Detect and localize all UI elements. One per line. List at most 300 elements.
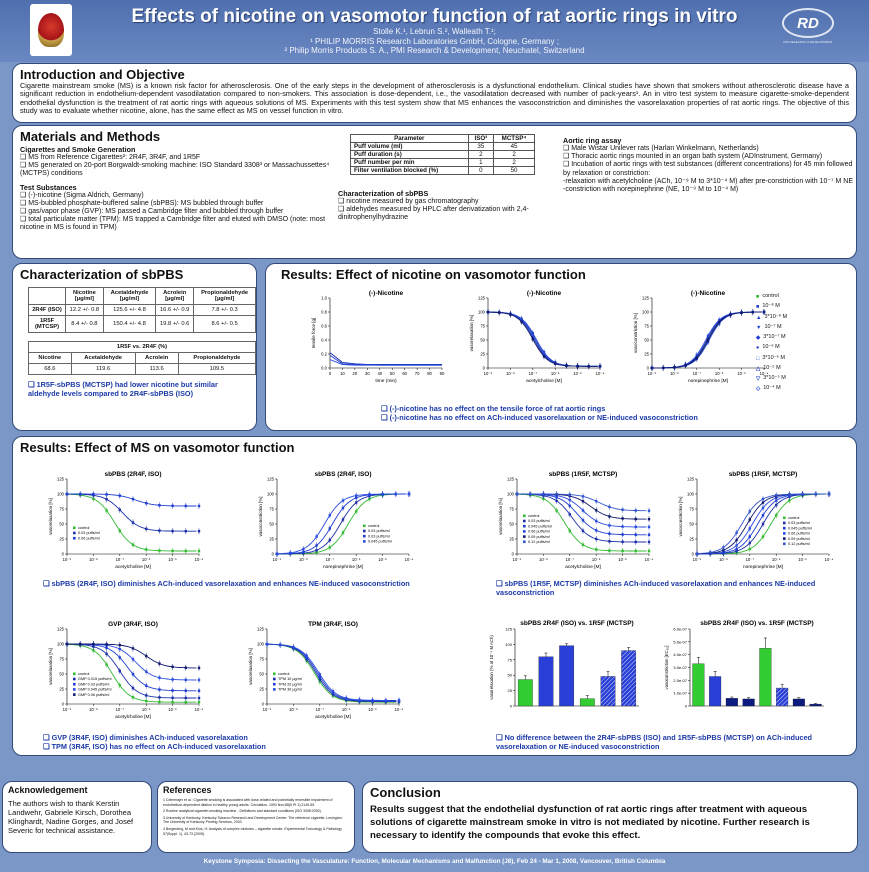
intro-text: Cigarette mainstream smoke (MS) is a known risk factor for atherosclerosis. One of the early steps in the development of atherosclerosis is a dysfunctional endothelium. Clinical studies have shown that smokers without atherosclerotic disease have a significant reduction in endothelium-dependent vasodilatation compared to non-smokers. This association is dose-dependent, i.e., the vasodilatation decreased with number of pack-years¹. An in vitro test system to measure cigarette-smoke-dependent endothelial dysfunction is the treatment of rat aortic rings with aqueous solutions of MS. Experiments with this test system show that MS enhances the vasoconstriction and diminishes the vasorelaxation properties of rat aortic rings. The objective of this study was to evaluate whether nicotine, alone, has the same effect as MS on vessel function in vitro. [20,81,849,116]
y-axis-label: tensile force [g] [311,317,316,349]
methods-section [12,125,857,259]
x-axis-label: time (min) [375,379,397,384]
legend-label: 0.12 puffs/ml [788,542,810,546]
data-point [79,643,81,645]
rd-logo-subtitle: PMI RESEARCH & DEVELOPMENT [783,40,833,44]
x-tick-label: 10⁻⁴ [194,707,204,712]
data-point [198,667,200,669]
legend-marker [273,683,276,686]
x-tick-label: 10⁻⁵ [168,557,177,562]
ms-bullet: ❑ GVP (3R4F, ISO) diminishes ACh-induced vasorelaxation [43,733,248,742]
data-point [398,699,400,701]
y-axis-label: vasorelaxation [%] [469,314,474,352]
legend-label: 10⁻⁶ M [762,344,780,351]
curve-0-03-puffs-ml [277,494,406,554]
data-point [608,524,610,526]
legend-label: 0.06 puffs/ml [788,531,810,536]
x-tick-label: 10⁻⁷ [115,707,124,712]
x-tick-label: 10⁻⁴ [394,707,404,712]
data-point [775,504,777,506]
table-header: Nicotine [µg/ml] [66,288,104,305]
data-point [555,493,557,495]
data-point [158,688,160,690]
data-point [801,493,803,495]
ack-text: The authors wish to thank Kerstin Landwehr, Gabriele Kirsch, Dorothea Klinghardt, Nadine Gorges, and Josef Severic for technical assistance. [8,799,134,835]
data-point [368,493,370,495]
data-point [145,502,147,504]
nicotine-bullet: ❑ (-)-nicotine has no effect on the tensile force of rat aortic rings [381,404,606,413]
data-point [554,363,556,365]
data-point [565,365,567,367]
x-tick-label: 10⁻⁴ [644,557,654,562]
data-point [595,509,597,511]
y-tick-label: 0 [261,701,264,707]
x-tick-label: 30 [364,371,370,376]
nicotine-results-section [265,263,857,431]
curve-series [488,312,598,366]
data-point [132,498,134,500]
legend-label: 10⁻⁵ M [763,364,781,371]
data-point [185,550,187,552]
data-point [171,530,173,532]
y-tick-label: 100 [57,641,64,647]
legend-marker: ◇ [756,386,761,393]
legend-label: control [78,526,90,530]
data-point [185,701,187,703]
data-point [158,504,160,506]
curve-control [277,494,406,554]
legend-marker [273,688,276,691]
x-tick-label: 10⁻⁶ [141,707,151,712]
tension-line [330,353,442,365]
x-tick-label: 10⁻⁶ [771,557,781,562]
data-point [608,506,610,508]
y-tick-label: 50 [507,672,512,678]
data-point [608,515,610,517]
chart-title: sbPBS (2R4F, ISO) [314,471,372,478]
y-tick-label: 75 [59,656,64,662]
data-point [582,519,584,521]
bar [793,699,805,706]
table-cell: 16.6 +/- 0.9 [156,305,194,316]
test-item: ❑ total particulate matter (TPM): MS trapped a Cambridge filter and eluted with DMSO (note: most nicotine in MS is found in TPM) [20,216,326,232]
ms-bullets-ef [43,734,266,751]
legend-marker [73,527,76,530]
curve-0-045-puffs-ml [277,494,406,554]
legend-marker [783,543,786,546]
legend-marker [783,527,786,530]
legend-label: 0.12 puffs/ml [528,540,550,544]
legend-label: 10⁻⁴ M [763,385,781,392]
x-tick-label: 50 [389,371,395,376]
legend-label: control [278,672,290,676]
y-tick-label: 50 [259,671,264,677]
data-point [569,505,571,507]
table-cell: 45 [494,143,535,151]
test-item: ❑ (-)-nicotine (Sigma Aldrich, Germany) [20,191,144,199]
data-point [198,690,200,692]
x-tick-label: 10⁻⁹ [647,371,657,376]
y-tick-label: 125 [505,626,512,632]
data-point [105,509,107,511]
data-point [185,697,187,699]
legend-marker: ● [756,345,760,352]
legend-marker [783,537,786,540]
smoke-heading: Cigarettes and Smoke Generation [20,145,136,154]
data-point [171,505,173,507]
data-point [621,517,623,519]
tension-line [330,355,442,365]
legend-label: control [762,293,779,299]
y-tick-label: 100 [687,491,694,497]
assay-item: ❑ Thoracic aortic rings mounted in an organ bath system (ADInstrument, Germany) [563,153,823,161]
data-point [749,527,751,529]
y-tick-label: 2.0e-07 [673,677,687,683]
legend-marker [783,517,786,520]
bar [760,648,772,706]
table-header: Acetaldehyde [71,353,135,364]
data-point [158,696,160,698]
y-tick-label: 100 [57,491,64,497]
data-point [582,495,584,497]
puff-parameter-table [350,134,535,175]
data-point [569,493,571,495]
chart-title: (-)-Nicotine [368,290,404,297]
y-tick-label: 125 [642,295,649,301]
methods-left-column [20,145,335,233]
methods-heading: Materials and Methods [20,129,161,144]
y-tick-label: 100 [505,641,512,647]
table-header: Acrolein [µg/ml] [156,288,194,305]
sbpbs-1r5f-ne-chart [673,467,833,572]
legend-label: 3*10⁻⁵ M [763,375,786,382]
table-cell: 119.6 [71,364,135,375]
data-point [105,663,107,665]
data-point [276,553,278,555]
poster-header [0,0,869,62]
legend-label: 0.06 puffs/ml [78,536,100,541]
y-tick-label: 100 [257,641,264,647]
curve-series [488,312,598,366]
data-point [635,541,637,543]
rd-logo-mark: RD [782,8,834,38]
x-tick-label: 10⁻⁹ [483,371,493,376]
y-tick-label: 0 [646,365,649,371]
data-point [119,670,121,672]
data-point [332,690,334,692]
legend-marker: ▲ [756,314,762,321]
y-axis-label: vasoconstriction [%] [678,496,683,537]
data-point [319,673,321,675]
bar [776,688,788,706]
data-point [119,530,121,532]
table-cell: 19.8 +/- 0.6 [156,316,194,333]
x-tick-label: 10⁻⁵ [618,557,627,562]
bar [693,664,705,706]
legend-marker [523,515,526,518]
table-row [351,167,535,175]
curve-control [67,494,196,551]
data-point [342,507,344,509]
y-tick-label: 100 [507,491,514,497]
smoke-item: ❑ MS generated on 20-port Borgwaldt-smoking machine: ISO Standard 3308³ or Massachussettes⁴ (MCTPS) conditions [20,162,330,178]
chart-title: (-)-Nicotine [690,290,726,297]
legend-marker [523,530,526,533]
data-point [302,548,304,550]
data-point [119,495,121,497]
data-point [555,509,557,511]
legend-marker [523,520,526,523]
sbpbs-table [28,287,256,333]
x-tick-label: 0 [328,371,332,376]
data-point [696,552,698,554]
legend-entry [756,343,789,353]
ms-bullet-gh: ❑ No difference between the 2R4F-sbPBS (ISO) and 1R5F-sbPBS (MCTSP) on ACh-induced vasorelaxation or NE-induced vasoconstriction [496,733,813,751]
y-tick-label: 125 [57,626,64,632]
y-tick-label: 25 [259,686,264,692]
data-point [651,367,653,369]
ratio-table [28,341,256,375]
y-axis-label: vasoconstriction [%] [258,496,263,537]
data-point [355,501,357,503]
x-tick-label: 10⁻⁴ [595,371,605,376]
y-tick-label: 0 [271,551,274,557]
data-point [105,653,107,655]
table-cell: Puff volume (ml) [351,143,469,151]
bar [539,657,553,706]
legend-marker [73,678,76,681]
x-axis-label: acetylcholine [M] [565,565,601,570]
table-cell: 2 [494,159,535,167]
data-point [185,505,187,507]
nicotine-tension-chart [306,286,446,386]
data-point [171,666,173,668]
reference-item: 3 University of Kentucky, Kentucky Tobacco Research and Development Center: The reference cigarette, Lexington: The University of Kentucky Printing Services, 2003. [163,815,343,825]
x-tick-label: 10⁻⁷ [565,557,574,562]
y-tick-label: 25 [480,351,485,357]
data-point [576,365,578,367]
table-header: ISO³ [468,135,493,143]
y-tick-label: 0 [61,701,64,707]
table-cell: 35 [468,143,493,151]
y-axis-label: vasorelaxation [%] [248,648,253,685]
x-axis-label: acetylcholine [M] [115,715,151,720]
legend-label: control [368,524,380,528]
y-axis-label: vasorelaxation [%] [48,498,53,535]
data-point [329,539,331,541]
legend-marker [783,532,786,535]
data-point [735,539,737,541]
nicotine-ach-chart [464,286,604,386]
data-point [158,529,160,531]
legend-marker [523,525,526,528]
y-axis-label: vasorelaxation [%] [498,498,503,535]
chart-title: GVP (3R4F, ISO) [108,621,158,628]
y-tick-label: 0 [61,551,64,557]
table-cell: Puff number per min [351,159,469,167]
reference-item: 2 Routine analytical cigarette-smoking machine - Definitions and standard conditions (ISO 3308:2000). [163,809,322,814]
data-point [569,513,571,515]
chart-title: (-)-Nicotine [526,290,562,297]
data-point [171,689,173,691]
table-cell: 109.5 [178,364,255,375]
data-point [408,493,410,495]
data-point [132,521,134,523]
legend-label: 0.09 puffs/ml [528,534,550,539]
sbpbs-section [12,263,257,431]
y-tick-label: 0 [511,551,514,557]
data-point [749,518,751,520]
legend-label: 0.06 puffs/ml [528,529,550,534]
table-cell: 113.6 [135,364,178,375]
data-point [621,525,623,527]
data-point [749,542,751,544]
data-point [718,321,720,323]
y-tick-label: 125 [57,476,64,482]
x-axis-label: acetylcholine [M] [526,379,562,384]
x-tick-label: 10⁻⁷ [692,371,701,376]
data-point [735,544,737,546]
ack-section [2,781,152,853]
data-point [342,532,344,534]
y-tick-label: 50 [509,521,514,527]
ack-heading: Acknowledgement [8,785,88,795]
x-tick-label: 10⁻⁵ [798,557,807,562]
ms-bullet-cd: ❑ sbPBS (1R5F, MCTSP) diminishes ACh-induced vasorelaxation and enhances NE-induced vasoconstriction [496,579,816,597]
data-point [371,699,373,701]
legend-label: GMP 0.015 puffs/ml [78,677,112,682]
data-point [79,493,81,495]
data-point [635,526,637,528]
legend-marker: ■ [756,304,760,311]
legend-marker [73,532,76,535]
x-tick-label: 10⁻⁷ [745,557,754,562]
y-tick-label: 25 [59,536,64,542]
y-tick-label: 0.6 [321,323,327,329]
legend-marker [523,535,526,538]
assay-item: ❑ Incubation of aortic rings with test substances (different concentrations) for 45 min followed by relaxation or constriction: [563,161,853,177]
table-header: Acetaldehyde [µg/ml] [103,288,155,305]
data-point [279,644,281,646]
data-point [749,548,751,550]
curve-0-03-puffs-ml [277,494,406,554]
legend-label: 0.03 puffs/ml [528,519,550,524]
legend-marker [73,683,76,686]
x-tick-label: 10⁻⁷ [528,371,537,376]
data-point [198,697,200,699]
data-point [608,540,610,542]
table-header: Propionaldehyde [µg/ml] [194,288,256,305]
legend-label: 3*10⁻⁷ M [763,334,786,341]
data-point [315,549,317,551]
data-point [648,550,650,552]
y-tick-label: 0.4 [321,337,327,343]
legend-entry [756,292,789,302]
table-row [351,159,535,167]
legend-marker [363,525,366,528]
x-tick-label: 10⁻⁷ [325,557,334,562]
nicotine-ne-chart [628,286,768,386]
data-point [329,546,331,548]
data-point [648,541,650,543]
legend-entry [756,313,789,323]
data-point [621,509,623,511]
legend-marker [523,541,526,544]
data-point [158,677,160,679]
data-point [487,311,489,313]
references-section [157,781,355,853]
y-tick-label: 50 [269,521,274,527]
author-list: Stolle K.¹, Lebrun S.², Walleath T.¹; [373,27,496,36]
data-point [385,699,387,701]
data-point [749,510,751,512]
bar [559,646,573,706]
data-point [132,544,134,546]
x-tick-label: 10⁻⁸ [719,557,728,562]
data-point [635,550,637,552]
x-tick-label: 10⁻⁶ [351,557,361,562]
methods-mid-column [338,134,548,223]
data-point [582,500,584,502]
data-point [158,549,160,551]
ms-results-section [12,436,857,756]
bar [743,699,755,706]
y-tick-label: 125 [507,476,514,482]
intro-heading: Introduction and Objective [20,67,185,82]
legend-marker [73,537,76,540]
tpm-chart [243,617,403,722]
legend-marker: ◆ [756,335,761,342]
table-cell: 7.8 +/- 0.3 [194,305,256,316]
data-point [762,514,764,516]
data-point [185,530,187,532]
legend-entry [756,364,789,374]
data-point [621,550,623,552]
data-point [119,656,121,658]
y-tick-label: 75 [509,506,514,512]
data-point [788,493,790,495]
data-point [132,673,134,675]
data-point [740,311,742,313]
y-tick-label: 50 [480,337,485,343]
data-point [132,658,134,660]
data-point [595,548,597,550]
x-tick-label: 10⁻⁷ [315,707,324,712]
y-tick-label: 50 [689,521,694,527]
data-point [648,534,650,536]
y-tick-label: 0 [509,703,512,709]
data-point [119,684,121,686]
footer-text: Keystone Symposia: Dissecting the Vasculature: Function, Molecular Mechanisms and Malfunction (J8), Feb 24 - Mar 1, 2008, Vancouver, British Columbia [203,858,666,865]
x-tick-label: 10⁻⁴ [759,371,769,376]
legend-label: TPM 10 µg/ml [278,677,302,682]
reference-item: 1 Celermajer et al.: Cigarette smoking is associated with dose-related and potentially reversible impairment of endothelium-dependent dilation in healthy young adults. Circulation, 1993 Nov;88(5 Pt 1):2149-55. [163,798,333,807]
x-tick-label: 10⁻⁶ [550,371,560,376]
table-cell: 12.2 +/- 0.8 [66,305,104,316]
y-tick-label: 75 [59,506,64,512]
data-point [315,535,317,537]
x-axis-label: acetylcholine [M] [315,715,351,720]
data-point [66,643,68,645]
data-point [92,643,94,645]
x-tick-label: 10⁻⁸ [289,707,298,712]
methods-right-column [563,136,853,194]
nicotine-results-heading: Results: Effect of nicotine on vasomotor function [281,267,586,282]
table-cell: Filter ventilation blocked (%) [351,167,469,175]
x-tick-label: 10⁻⁸ [670,371,679,376]
legend-label: 10⁻⁷ M [764,323,782,330]
data-point [171,550,173,552]
